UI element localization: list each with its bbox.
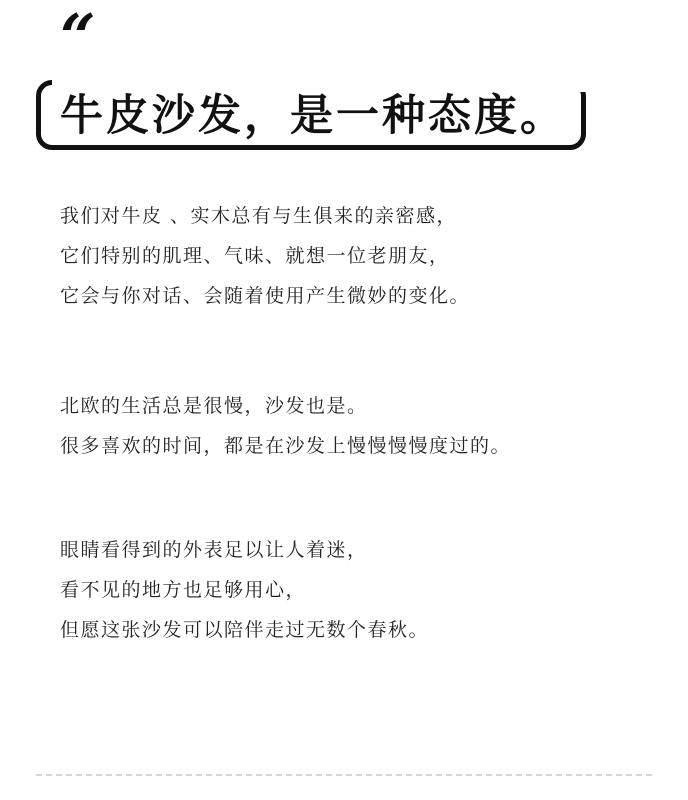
paragraph-line: 北欧的生活总是很慢，沙发也是。 bbox=[60, 395, 368, 417]
paragraph-line: 眼睛看得到的外表足以让人着迷， bbox=[60, 539, 368, 561]
quote-mark: “ bbox=[60, 0, 92, 73]
paragraph-line: 它们特别的肌理、气味、就想一位老朋友， bbox=[60, 245, 450, 267]
dashed-divider bbox=[36, 774, 652, 776]
paragraph-line: 看不见的地方也足够用心， bbox=[60, 579, 307, 601]
paragraph-line: 我们对牛皮 、实木总有与生俱来的亲密感， bbox=[60, 205, 458, 227]
paragraph-line: 但愿这张沙发可以陪伴走过无数个春秋。 bbox=[60, 619, 430, 641]
paragraph-leather-wood bbox=[60, 196, 640, 316]
paragraph-line: 它会与你对话、会随着使用产生微妙的变化。 bbox=[60, 285, 471, 307]
paragraph-craftsmanship bbox=[60, 530, 640, 650]
paragraph-nordic-life bbox=[60, 386, 640, 466]
headline: 牛皮沙发，是一种态度。 bbox=[60, 91, 566, 141]
paragraph-line: 很多喜欢的时间，都是在沙发上慢慢慢慢度过的。 bbox=[60, 435, 512, 457]
